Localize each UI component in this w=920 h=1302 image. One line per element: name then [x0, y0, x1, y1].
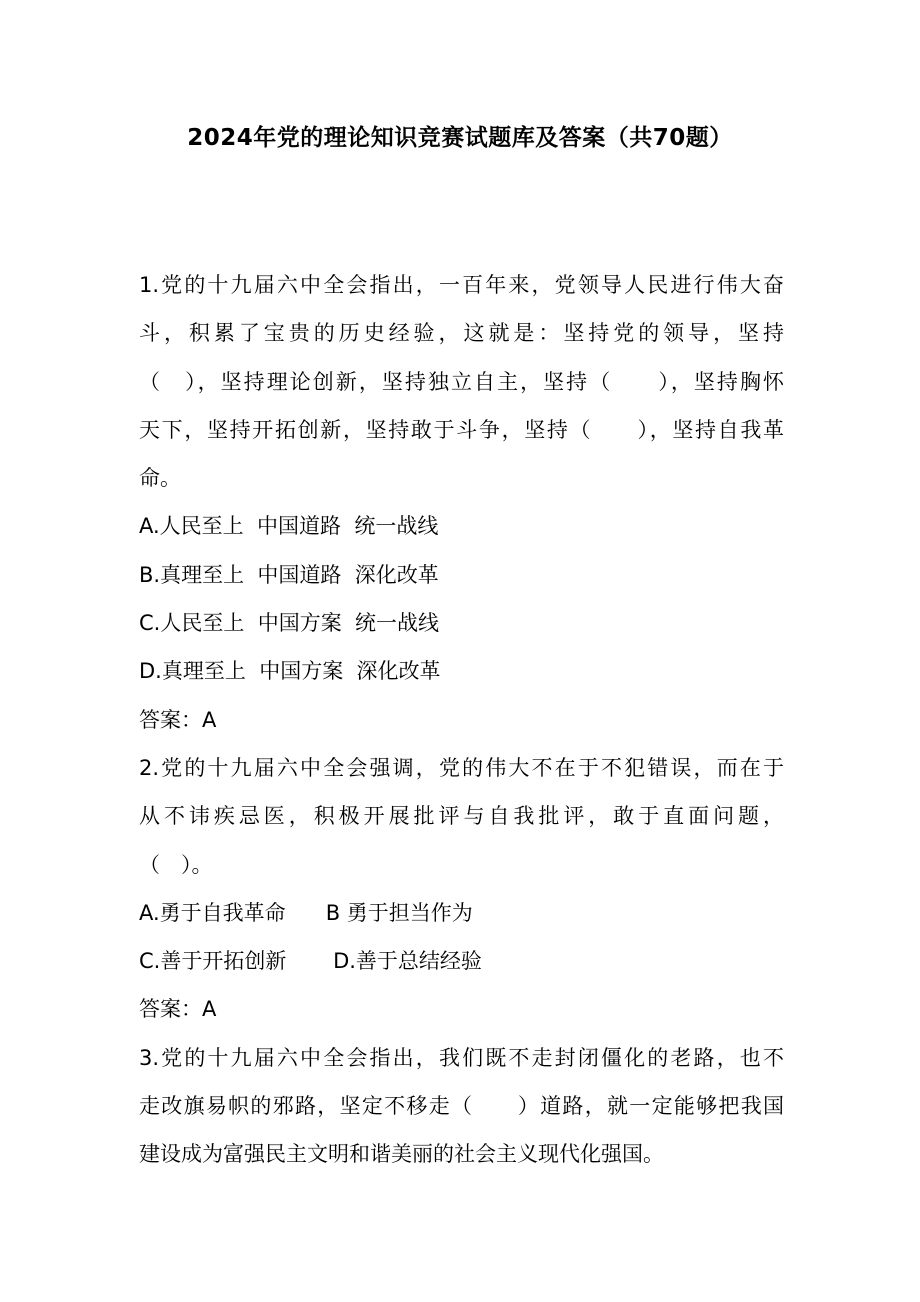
question-1-stem-line-5: 命。: [139, 466, 181, 491]
question-2-options-row-1: A.勇于自我革命 B 勇于担当作为: [139, 900, 473, 925]
question-3-stem-line-3: 建设成为富强民主文明和谐美丽的社会主义现代化强国。: [139, 1142, 664, 1167]
question-2-stem-line-1: 2.党的十九届六中全会强调，党的伟大不在于不犯错误，而在于: [139, 755, 784, 780]
question-2-options-row-2: C.善于开拓创新 D.善于总结经验: [139, 949, 482, 974]
question-1-option-a: A.人民至上 中国道路 统一战线: [139, 514, 439, 539]
question-1-stem-line-4: 天下，坚持开拓创新，坚持敢于斗争，坚持（ ），坚持自我革: [139, 417, 784, 442]
question-3: [139, 1034, 784, 1179]
question-1-stem-line-2: 斗，积累了宝贵的历史经验，这就是：坚持党的领导，坚持: [139, 321, 784, 346]
question-1-answer: 答案：A: [139, 707, 217, 732]
question-1-option-b: B.真理至上 中国道路 深化改革: [139, 562, 439, 587]
question-3-stem-line-1: 3.党的十九届六中全会指出，我们既不走封闭僵化的老路，也不: [139, 1045, 784, 1070]
question-3-stem-line-2: 走改旗易帜的邪路，坚定不移走（ ）道路，就一定能够把我国: [139, 1094, 784, 1119]
question-1-stem-line-3: （ ），坚持理论创新，坚持独立自主，坚持（ ），坚持胸怀: [139, 369, 784, 394]
question-2-answer: 答案：A: [139, 997, 217, 1022]
question-1-option-c: C.人民至上 中国方案 统一战线: [139, 611, 440, 636]
page-title: 2024年党的理论知识竞赛试题库及答案（共70题）: [187, 125, 733, 151]
question-1-stem-line-1: 1.党的十九届六中全会指出，一百年来，党领导人民进行伟大奋: [139, 273, 784, 297]
question-2-stem-line-3: （ ）。: [139, 852, 213, 877]
question-1: [139, 261, 784, 744]
question-2-stem-line-2: 从不讳疾忌医，积极开展批评与自我批评，敢于直面问题，: [139, 804, 784, 829]
question-1-option-d: D.真理至上 中国方案 深化改革: [139, 659, 441, 684]
question-list: [139, 261, 784, 1179]
question-2: [139, 744, 784, 1034]
